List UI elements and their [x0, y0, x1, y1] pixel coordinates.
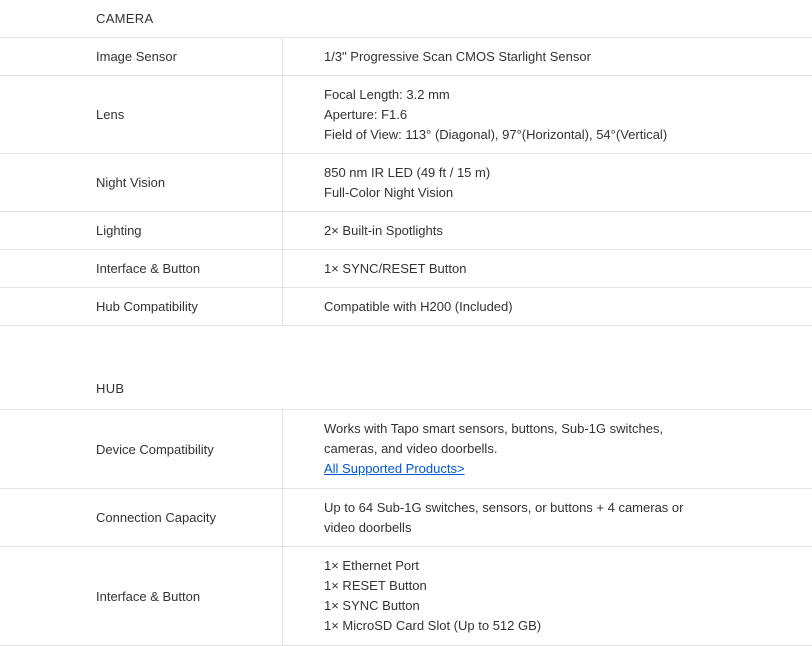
hub-section-header: HUB	[0, 368, 812, 410]
spec-row-lens	[0, 76, 812, 154]
spec-value-line	[324, 459, 694, 479]
spec-label: Lens	[0, 76, 283, 153]
spec-value	[283, 76, 812, 153]
spec-value-line: 1× MicroSD Card Slot (Up to 512 GB)	[324, 618, 542, 633]
spec-label: Hub Compatibility	[0, 288, 283, 325]
spec-row-device-compatibility	[0, 410, 812, 489]
spec-value	[283, 38, 812, 75]
spec-value-line: Up to 64 Sub-1G switches, sensors, or buttons + 4 cameras or video doorbells	[324, 499, 684, 535]
spec-row-lighting	[0, 212, 812, 250]
spec-value	[283, 410, 812, 488]
spec-value-line: Field of View: 113° (Diagonal), 97°(Horizontal), 54°(Vertical)	[324, 126, 668, 142]
spec-value-line: 1× RESET Button	[324, 578, 427, 593]
all-supported-products-link[interactable]: All Supported Products>	[324, 461, 465, 476]
spec-value	[283, 547, 812, 645]
spec-label: Interface & Button	[0, 250, 283, 287]
spec-value-line: Focal Length: 3.2 mm	[324, 86, 450, 102]
spec-label: Lighting	[0, 212, 283, 249]
spec-value-line: Full-Color Night Vision	[324, 184, 454, 200]
spec-value-line: 1× SYNC Button	[324, 598, 420, 613]
spec-value-line: 1× SYNC/RESET Button	[324, 260, 467, 276]
spec-value	[283, 489, 812, 546]
spec-value	[283, 212, 812, 249]
hub-spec-table	[0, 410, 812, 646]
spec-row-connection-capacity	[0, 489, 812, 547]
spec-row-image-sensor	[0, 38, 812, 76]
spec-label: Night Vision	[0, 154, 283, 211]
spec-value	[283, 250, 812, 287]
spec-value	[283, 154, 812, 211]
spec-value-line: Works with Tapo smart sensors, buttons, Sub-1G switches, cameras, and video doorbells.	[324, 421, 664, 456]
spec-row-night-vision	[0, 154, 812, 212]
spec-label: Connection Capacity	[0, 489, 283, 546]
spec-row-interface-button	[0, 250, 812, 288]
spec-value-line: 850 nm IR LED (49 ft / 15 m)	[324, 164, 491, 180]
spec-value-line: Aperture: F1.6	[324, 106, 408, 122]
spec-value-line: 1/3" Progressive Scan CMOS Starlight Sensor	[324, 48, 591, 64]
spec-label: Image Sensor	[0, 38, 283, 75]
camera-section-header: CAMERA	[0, 0, 812, 38]
spec-value-line: Compatible with H200 (Included)	[324, 298, 513, 314]
spec-value-line: 2× Built-in Spotlights	[324, 222, 443, 238]
spec-value-line: 1× Ethernet Port	[324, 558, 420, 573]
spec-label: Device Compatibility	[0, 410, 283, 488]
spec-row-hub-compatibility	[0, 288, 812, 325]
spec-value	[283, 288, 812, 325]
spec-label: Interface & Button	[0, 547, 283, 645]
spec-row-hub-interface-button	[0, 547, 812, 645]
camera-spec-table	[0, 38, 812, 326]
